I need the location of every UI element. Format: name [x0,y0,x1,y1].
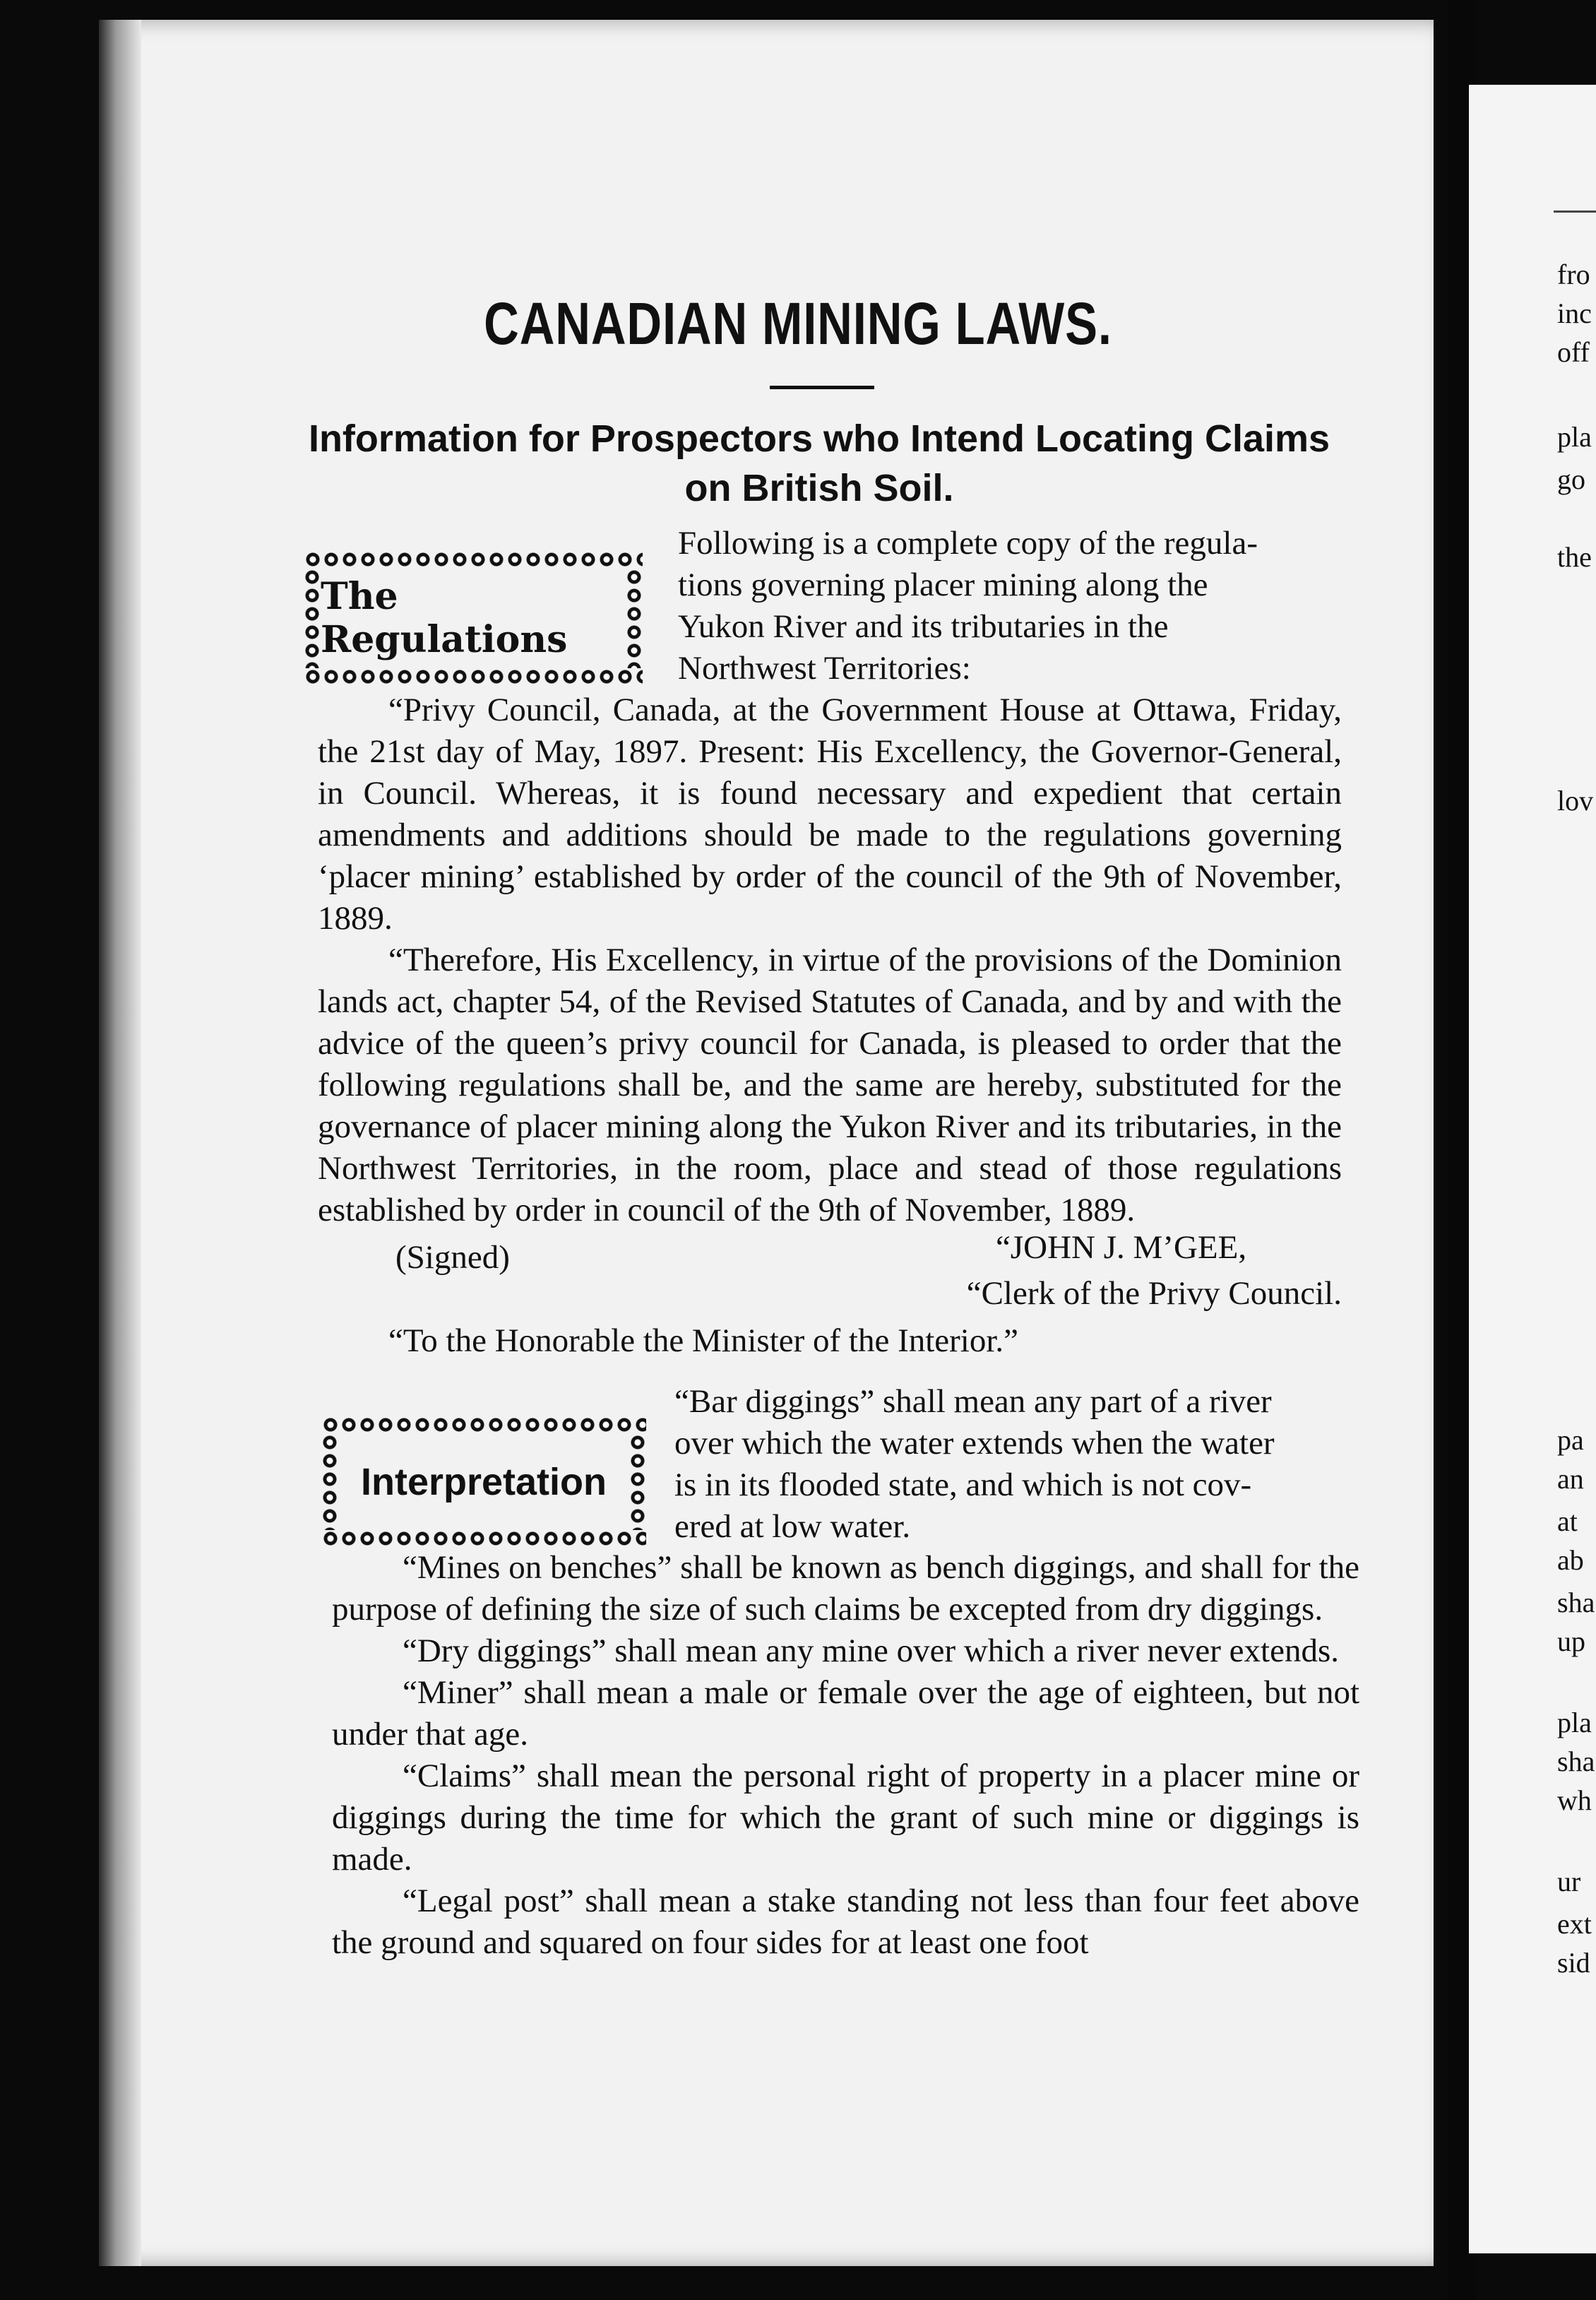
facing-page-fragment: pla [1557,421,1592,453]
ornament-border-top [304,551,643,568]
bar-diggings-line: is in its flooded state, and which is not cov- [674,1466,1252,1503]
ornament-border-top [321,1416,646,1433]
facing-page-fragment: ab [1557,1544,1584,1576]
facing-page-fragment: off [1557,336,1590,368]
ornament-border-bottom [321,1530,646,1547]
facing-page-fragment: fro [1557,259,1590,290]
intro-line: Following is a complete copy of the regula- [678,525,1258,562]
intro-line: tions governing placer mining along the [678,567,1208,603]
definition-dry-diggings: “Dry diggings” shall mean any mine over which a river never extends. [403,1632,1340,1669]
facing-page-fragment: ur [1557,1866,1581,1897]
facing-page-fragment: up [1557,1625,1585,1657]
paragraph-therefore: “Therefore, His Excellency, in virtue of the provisions of the Dominion lands act, chapter 54, of the Revised Statutes of Canada, and by and with the advice of the queen’s privy council for Canada, is pleased to order that the following regulations shall be, and the same are hereby, substituted for the governance of placer mining along the Yukon River and its tributaries, in the Northwest Territories, in the room, place and stead of those regulations established by order in council of the 9th of November, 1889. [318,942,1342,1228]
facing-page-fragment: pa [1557,1424,1584,1456]
definition-miner: “Miner” shall mean a male or female over the age of eighteen, but not under that age. [332,1674,1359,1753]
intro-paragraph [678,523,1338,689]
ornament-border-left [321,1433,338,1530]
definitions-section [332,1547,1359,1964]
addressee: “To the Honorable the Minister of the Interior.” [388,1322,1019,1359]
facing-page-fragment: sha [1557,1587,1595,1618]
bar-diggings-line: over which the water extends when the water [674,1425,1275,1462]
signer-title: “Clerk of the Privy Council. [966,1275,1342,1312]
ornament-border-right [626,568,643,668]
facing-page-fragment: at [1557,1505,1578,1537]
regulations-label: The Regulations [321,575,568,661]
signed-label: (Signed) [395,1239,510,1276]
bar-diggings-line: “Bar diggings” shall mean any part of a river [674,1383,1272,1420]
intro-line: Northwest Territories: [678,650,971,687]
interpretation-label: Interpretation [360,1460,607,1503]
facing-page-fragment: an [1557,1463,1584,1495]
facing-page-fragment: pla [1557,1707,1592,1738]
interpretation-sidebox [321,1416,646,1547]
facing-page-fragment: lov [1557,785,1594,817]
ornament-border-bottom [304,668,643,685]
facing-page-fragment: inc [1557,297,1592,329]
regulations-sidebox [304,551,643,685]
facing-page-fragment: sid [1557,1947,1590,1979]
definition-claims: “Claims” shall mean the personal right of property in a placer mine or diggings during the time for which the grant of such mine or diggings is made. [332,1757,1359,1878]
bar-diggings-definition [674,1381,1349,1548]
bar-diggings-line: ered at low water. [674,1508,911,1545]
page-title: CANADIAN MINING LAWS. [484,290,1112,357]
page-subtitle: Information for Prospectors who Intend Locating Claims on British Soil. [308,417,1330,509]
facing-page-rule [1554,211,1596,213]
title-rule [770,386,874,389]
facing-page-fragment: ext [1557,1908,1592,1940]
definition-mines-on-benches: “Mines on benches” shall be known as bench diggings, and shall for the purpose of defining the size of such claims be excepted from dry diggings. [332,1549,1359,1628]
privy-council-section [318,689,1342,1362]
ornament-border-left [304,568,321,668]
page-spine-shadow [99,20,141,2266]
definition-legal-post: “Legal post” shall mean a stake standing not less than four feet above the ground and squared on four sides for at least one foot [332,1883,1359,1961]
ornament-border-right [629,1433,646,1530]
paragraph-privy-council: “Privy Council, Canada, at the Government House at Ottawa, Friday, the 21st day of May, 1897. Present: His Excellency, the Governor-General, in Council. Whereas, it is found necessary and expedient that certain amendments and additions should be made to the regulations governing ‘placer mining’ established by order of the council of the 9th of November, 1889. [318,692,1342,937]
facing-page-fragment: go [1557,463,1585,495]
intro-line: Yukon River and its tributaries in the [678,608,1169,645]
facing-page-fragment: wh [1557,1784,1592,1816]
facing-page-fragment: the [1557,541,1592,573]
signer-name: “JOHN J. M’GEE, [996,1229,1247,1266]
signature-line [318,1229,1342,1276]
facing-page-fragment: sha [1557,1745,1595,1777]
